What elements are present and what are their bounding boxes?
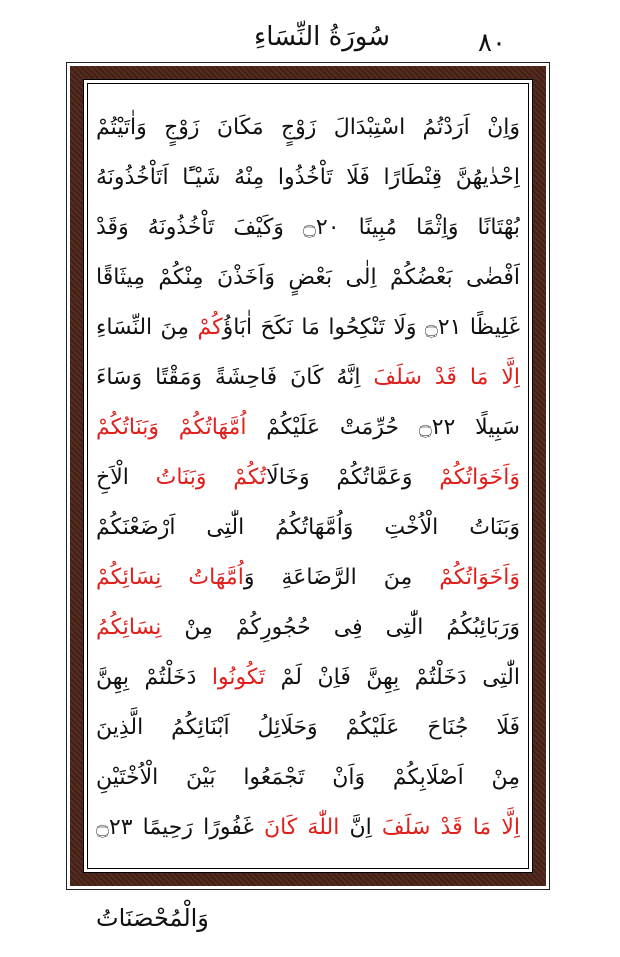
text-segment: وَعَمَّاتُكُمْ وَخَالَا [266, 465, 440, 490]
verse-line [96, 606, 520, 650]
verse-line [96, 356, 520, 400]
verse-line [96, 506, 520, 550]
text-segment: مِنْ اَصْلَابِكُمْ وَاَنْ تَجْمَعُوا بَيْنَ الْاُخْتَيْنِ [96, 765, 520, 790]
text-segment: وَبَنَاتُ الْاُخْتِ وَاُمَّهَاتُكُمُ الّٰتِى اَرْضَعْنَكُمْ [96, 515, 520, 540]
text-segment: الْاَخِ [96, 465, 156, 490]
catchword: وَالْمُحْصَنَاتُ [96, 904, 209, 932]
highlighted-text-segment: نِسَائِكُمُ [96, 615, 162, 640]
verse-line [96, 406, 520, 450]
highlighted-text-segment: كُمْ [197, 315, 223, 340]
text-segment: وَرَبَائِبُكُمُ الّٰتِى فِى حُجُورِكُمْ مِنْ [161, 615, 520, 640]
text-segment: فَلَا جُنَاحَ عَلَيْكُمْ وَحَلَائِلُ اَبْنَائِكُمُ الَّذِينَ [96, 715, 520, 740]
text-segment: سَبِيلًا ۝٢٢ حُرِّمَتْ عَلَيْكُمْ [246, 415, 520, 440]
text-segment: اِنَّ [339, 815, 382, 840]
verse-line [96, 756, 520, 800]
text-segment: دَخَلْتُمْ بِهِنَّ [96, 665, 212, 690]
highlighted-text-segment: اِلَّا مَا قَدْ سَلَفَ [381, 815, 520, 840]
highlighted-text-segment: تُكُمْ وَبَنَاتُ [155, 465, 267, 490]
verse-line [96, 156, 520, 200]
highlighted-text-segment: وَاَخَوَاتُكُمْ [439, 565, 520, 590]
text-segment: بُهْتَانًا وَاِثْمًا مُبِينًا ۝٢٠ وَكَيْفَ تَاْخُذُونَهُ وَقَدْ [96, 215, 520, 240]
text-segment: مِنَ النِّسَاءِ [96, 315, 198, 340]
page-number: ٨٠ [478, 28, 506, 58]
verse-line [96, 306, 520, 350]
text-segment: الّٰتِى دَخَلْتُمْ بِهِنَّ فَاِنْ لَمْ [265, 665, 520, 690]
surah-title: سُورَةُ النِّسَاءِ [254, 22, 390, 52]
text-segment: غَفُورًا رَحِيمًا ۝٢٣ [96, 815, 264, 840]
highlighted-text-segment: اِلَّا مَا قَدْ سَلَفَ [373, 365, 520, 390]
highlighted-text-segment: اُمَّهَاتُكُمْ وَبَنَاتُكُمْ [96, 415, 247, 440]
text-segment: اَفْضٰى بَعْضُكُمْ اِلٰى بَعْضٍ وَاَخَذْنَ مِنْكُمْ مِيثَاقًا [96, 265, 520, 290]
verse-line [96, 656, 520, 700]
text-segment: غَلِيظًا ۝٢١ وَلَا تَنْكِحُوا مَا نَكَحَ اٰبَاؤُ [222, 315, 520, 340]
highlighted-text-segment: اُمَّهَاتُ نِسَائِكُمْ [96, 565, 244, 590]
verse-line [96, 706, 520, 750]
text-segment: اِحْدٰيهُنَّ قِنْطَارًا فَلَا تَاْخُذُوا مِنْهُ شَيْـًٔا اَتَاْخُذُونَهُ [96, 165, 520, 190]
text-segment: وَاِنْ اَرَدْتُمُ اسْتِبْدَالَ زَوْجٍ مَكَانَ زَوْجٍ وَاٰتَيْتُمْ [96, 115, 520, 140]
verse-line [96, 256, 520, 300]
page-header [0, 0, 620, 70]
verse-text-block [96, 106, 520, 856]
text-segment: اِنَّهُ كَانَ فَاحِشَةً وَمَقْتًا وَسَاءَ [96, 365, 374, 390]
verse-line [96, 106, 520, 150]
verse-line [96, 206, 520, 250]
highlighted-text-segment: اللّٰهَ كَانَ [263, 815, 340, 840]
text-segment: مِنَ الرَّضَاعَةِ وَ [243, 565, 440, 590]
highlighted-text-segment: تَكُونُوا [211, 665, 266, 690]
highlighted-text-segment: وَاَخَوَاتُكُمْ [439, 465, 520, 490]
verse-line [96, 806, 520, 850]
verse-line [96, 456, 520, 500]
verse-line [96, 556, 520, 600]
